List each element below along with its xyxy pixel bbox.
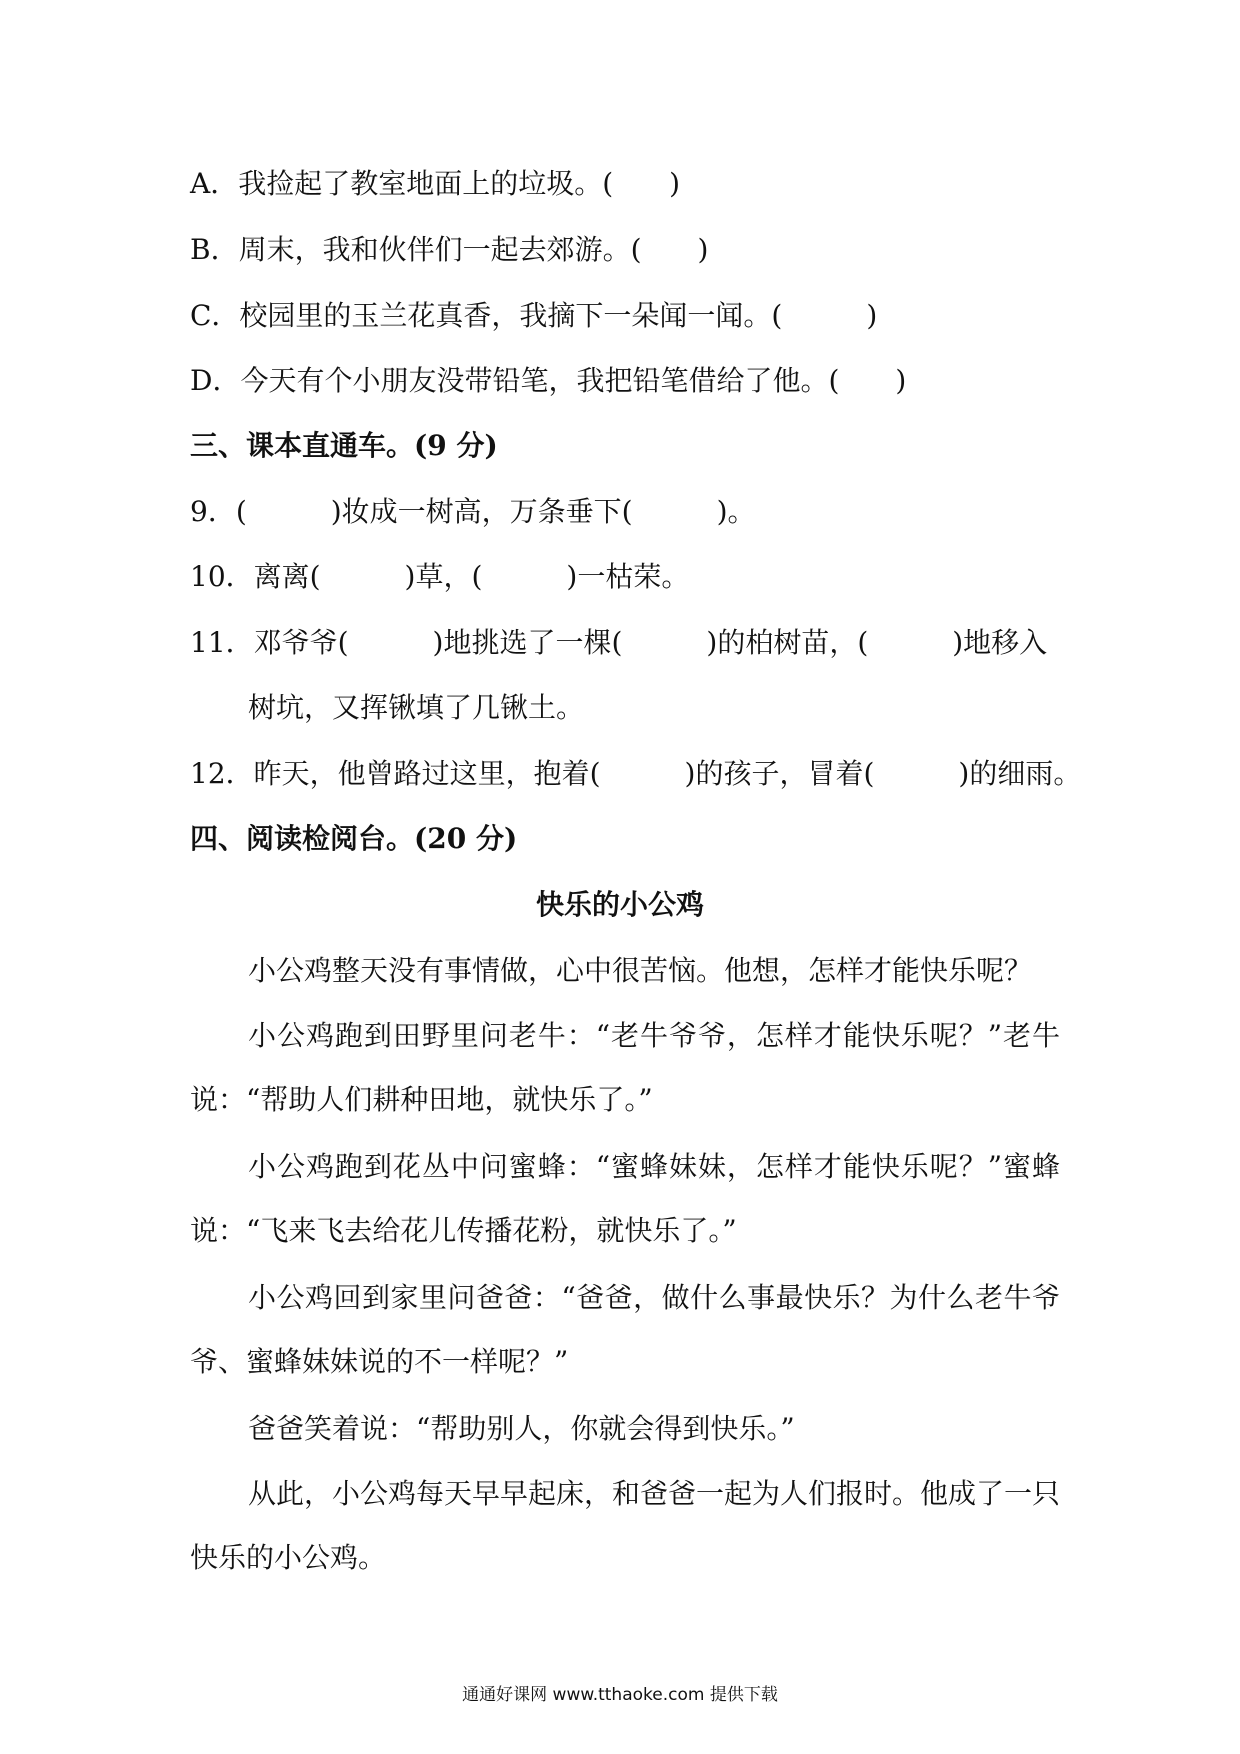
- footer-download-note: 通通好课网 www.tthaoke.com 提供下载: [462, 1685, 778, 1705]
- story-paragraph-5: 爸爸笑着说：“帮助别人，你就会得到快乐。”: [248, 1412, 795, 1445]
- option-c: C．校园里的玉兰花真香，我摘下一朵闻一闻。( ): [190, 299, 878, 332]
- option-a: A．我捡起了教室地面上的垃圾。( ): [190, 167, 681, 200]
- option-b: B．周末，我和伙伴们一起去郊游。( ): [190, 233, 709, 266]
- question-9: 9．( )妆成一树高，万条垂下( )。: [190, 495, 756, 528]
- story-paragraph-6: 从此，小公鸡每天早早起床，和爸爸一起为人们报时。他成了一只快乐的小公鸡。: [190, 1477, 1061, 1574]
- story-paragraph-3: 小公鸡跑到花丛中问蜜蜂：“蜜蜂妹妹，怎样才能快乐呢？”蜜蜂说：“飞来飞去给花儿传播花粉，就快乐了。”: [190, 1150, 1060, 1247]
- question-11-line-1: 11．邓爷爷( )地挑选了一棵( )的柏树苗，( )地移入: [190, 626, 1048, 659]
- question-10: 10．离离( )草，( )一枯荣。: [190, 560, 690, 593]
- question-11-line-2: 树坑，又挥锹填了几锹土。: [248, 691, 585, 724]
- option-d: D．今天有个小朋友没带铅笔，我把铅笔借给了他。( ): [190, 364, 907, 397]
- story-paragraph-1: 小公鸡整天没有事情做，心中很苦恼。他想，怎样才能快乐呢？: [248, 954, 1033, 987]
- section-4-heading: 四、阅读检阅台。(20 分): [190, 822, 518, 855]
- story-title: 快乐的小公鸡: [535, 888, 704, 921]
- question-12: 12．昨天，他曾路过这里，抱着( )的孩子，冒着( )的细雨。: [190, 757, 1082, 790]
- story-paragraph-4: 小公鸡回到家里问爸爸：“爸爸，做什么事最快乐？为什么老牛爷爷、蜜蜂妹妹说的不一样呢？”: [190, 1281, 1060, 1378]
- story-paragraph-2: 小公鸡跑到田野里问老牛：“老牛爷爷，怎样才能快乐呢？”老牛说：“帮助人们耕种田地，就快乐了。”: [190, 1019, 1060, 1116]
- section-3-heading: 三、课本直通车。(9 分): [190, 429, 498, 462]
